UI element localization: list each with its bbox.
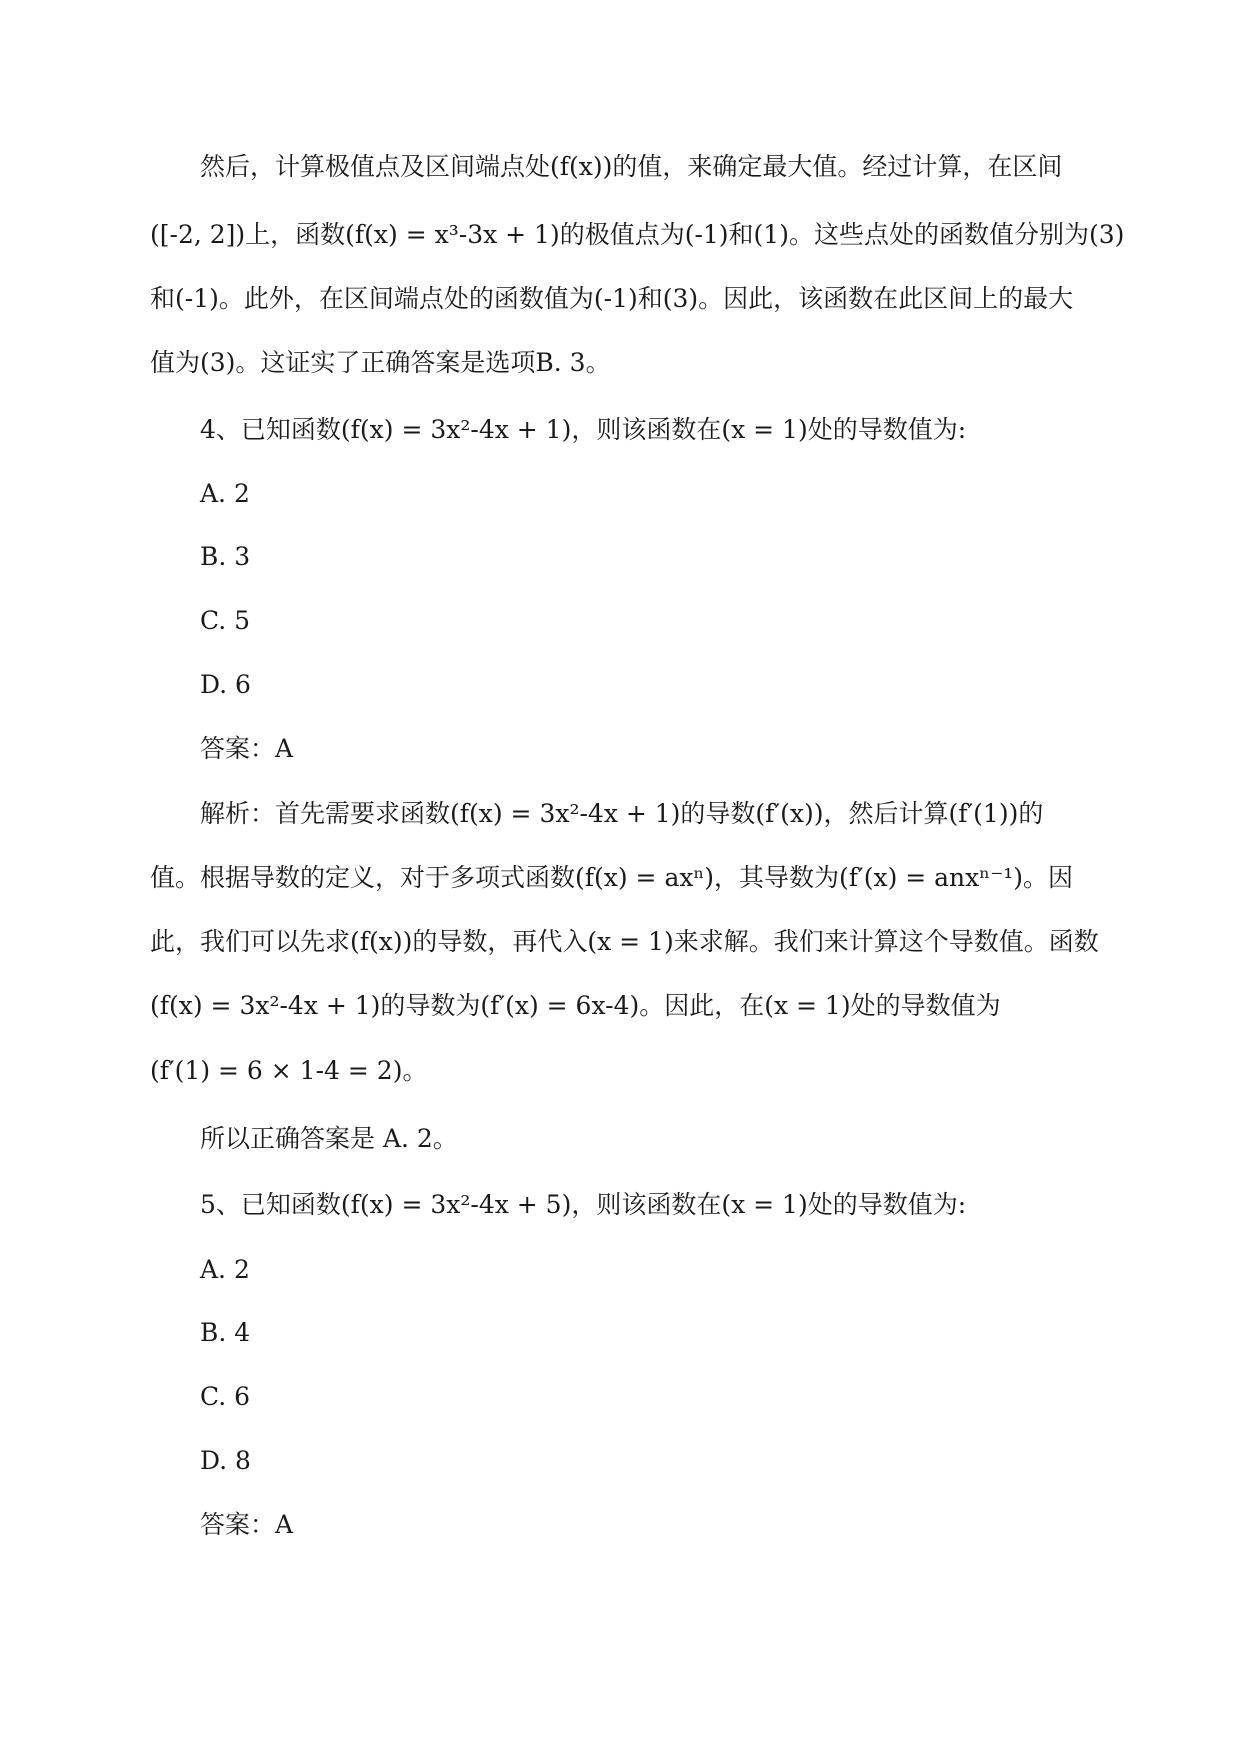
- conclusion-line: 所以正确答案是 A. 2。: [200, 1124, 458, 1153]
- question-4-option-c: C. 5: [200, 606, 251, 635]
- question-5-option-a: A. 2: [200, 1255, 250, 1284]
- text-line: 值为(3)。这证实了正确答案是选项B. 3。: [150, 348, 611, 377]
- question-5-option-b: B. 4: [200, 1318, 251, 1347]
- question-4-stem: 4、已知函数(f(x) = 3x²-4x + 1)，则该函数在(x = 1)处的导数值为:: [200, 415, 967, 444]
- explanation-line: 此，我们可以先求(f(x))的导数，再代入(x = 1)来求解。我们来计算这个导数值。函数: [150, 927, 1099, 956]
- text-line: 然后，计算极值点及区间端点处(f(x))的值，来确定最大值。经过计算，在区间: [200, 152, 1063, 181]
- question-4-answer: 答案：A: [200, 734, 294, 763]
- explanation-line: 解析：首先需要求函数(f(x) = 3x²-4x + 1)的导数(f′(x))，然后计算(f′(1))的: [200, 799, 1044, 828]
- text-line: 和(-1)。此外，在区间端点处的函数值为(-1)和(3)。因此，该函数在此区间上的最大: [150, 284, 1074, 313]
- question-5-option-d: D. 8: [200, 1446, 251, 1475]
- explanation-line: 值。根据导数的定义，对于多项式函数(f(x) = axⁿ)，其导数为(f′(x) = anxⁿ⁻¹)。因: [150, 863, 1074, 892]
- question-5-answer: 答案：A: [200, 1510, 294, 1539]
- question-4-option-b: B. 3: [200, 542, 251, 571]
- question-5-option-c: C. 6: [200, 1382, 251, 1411]
- question-5-stem: 5、已知函数(f(x) = 3x²-4x + 5)，则该函数在(x = 1)处的导数值为:: [200, 1190, 967, 1219]
- text-line: ([-2, 2])上，函数(f(x) = x³-3x + 1)的极值点为(-1)和(1)。这些点处的函数值分别为(3): [150, 220, 1125, 249]
- question-4-option-a: A. 2: [200, 479, 250, 508]
- explanation-line: (f′(1) = 6 × 1-4 = 2)。: [150, 1056, 428, 1085]
- question-4-option-d: D. 6: [200, 670, 251, 699]
- explanation-line: (f(x) = 3x²-4x + 1)的导数为(f′(x) = 6x-4)。因此，在(x = 1)处的导数值为: [150, 991, 1001, 1020]
